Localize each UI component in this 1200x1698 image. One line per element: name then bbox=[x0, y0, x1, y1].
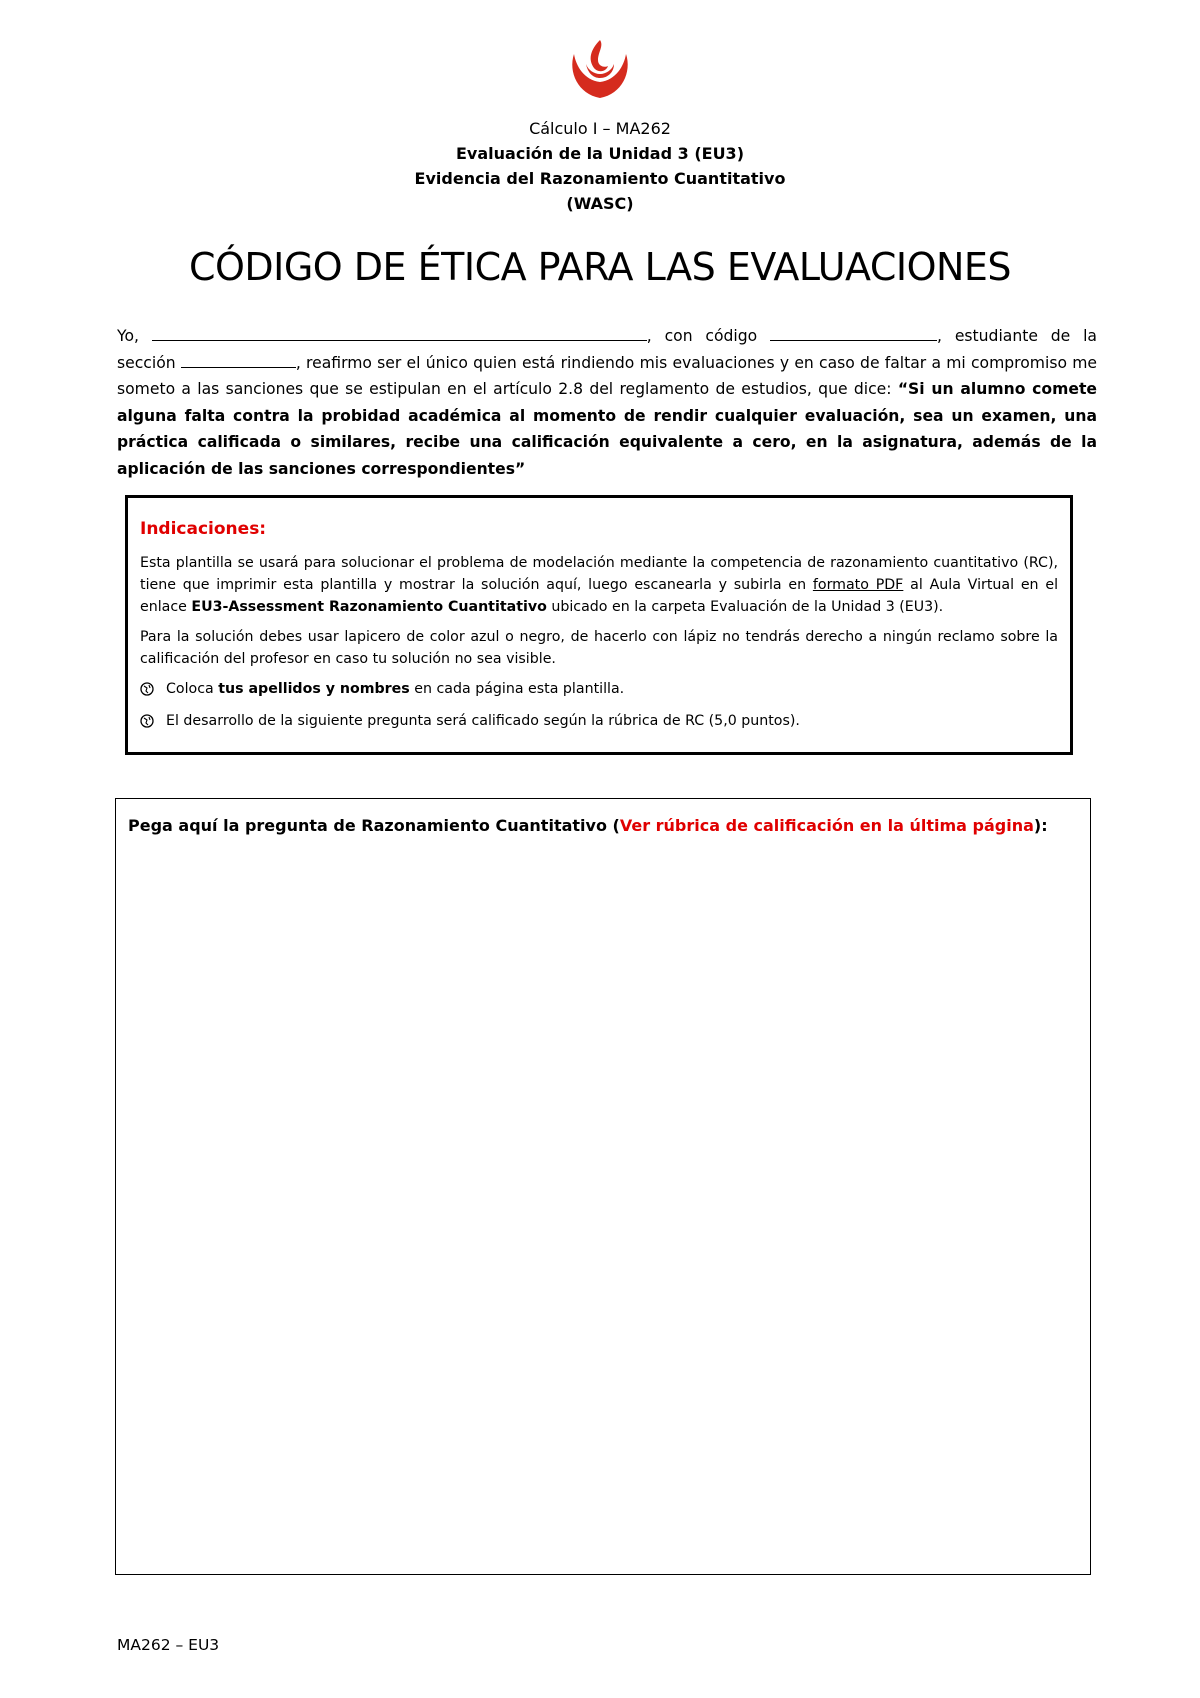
page-footer: MA262 – EU3 bbox=[117, 1636, 220, 1654]
globe-icon bbox=[140, 682, 154, 696]
page-title: CÓDIGO DE ÉTICA PARA LAS EVALUACIONES bbox=[188, 245, 1012, 289]
indications-bullet-2 bbox=[140, 710, 1058, 732]
pledge-yo: Yo, bbox=[117, 327, 139, 345]
ind-p1-text-a: Esta plantilla se usará para solucionar el problema de modelación mediante la competencia de razonamiento cuantitativo (RC), tiene que imprimir esta plantilla y mostrar la solución aquí, luego escanearla y subirla en bbox=[140, 555, 1058, 593]
university-logo bbox=[564, 36, 636, 102]
evaluation-line: Evaluación de la Unidad 3 (EU3) bbox=[456, 144, 744, 163]
globe-icon bbox=[140, 714, 154, 728]
indications-box bbox=[125, 495, 1073, 755]
answer-area[interactable] bbox=[115, 798, 1091, 1575]
pledge-body: , reafirmo ser el único quien está rindiendo mis evaluaciones y en caso de faltar a mi compromiso me someto a las sanciones que se estipulan en el artículo 2.8 del reglamento de estudios, que dice: bbox=[117, 353, 1097, 398]
name-blank[interactable] bbox=[152, 324, 647, 341]
answer-label-a: Pega aquí la pregunta de Razonamiento Cuantitativo ( bbox=[128, 816, 620, 835]
course-line: Cálculo I – MA262 bbox=[529, 119, 671, 138]
indications-paragraph-2: Para la solución debes usar lapicero de color azul o negro, de hacerlo con lápiz no tendrás derecho a ningún reclamo sobre la calificación del profesor en caso tu solución no sea visible. bbox=[140, 629, 1058, 667]
document-header bbox=[0, 116, 1200, 216]
pledge-quote: “Si un alumno comete alguna falta contra la probidad académica al momento de rendir cualquier evaluación, sea un examen, una práctica calificada o similares, recibe una calificación equivalente a cero, en la asignatura, además de la aplicación de las sanciones correspondientes” bbox=[117, 380, 1097, 478]
section-blank[interactable] bbox=[181, 351, 296, 368]
indications-bullet-1 bbox=[140, 678, 1058, 700]
rubric-reference: Ver rúbrica de calificación en la última página bbox=[619, 816, 1034, 835]
bullet-1-text-a: Coloca bbox=[166, 681, 214, 697]
evidence-line: Evidencia del Razonamiento Cuantitativo bbox=[414, 169, 786, 188]
pledge-con-codigo: , con código bbox=[646, 327, 758, 345]
ind-p1-text-c: ubicado en la carpeta Evaluación de la Unidad 3 (EU3). bbox=[551, 599, 944, 615]
pledge-estudiante: , estudiante de la sección bbox=[117, 327, 1097, 372]
indications-paragraph-1 bbox=[140, 552, 1058, 618]
bullet-1-bold: tus apellidos y nombres bbox=[218, 681, 410, 697]
wasc-line: (WASC) bbox=[566, 194, 634, 213]
ind-p1-bold: EU3-Assessment Razonamiento Cuantitativo bbox=[191, 599, 547, 615]
bullet-1-text-b: en cada página esta plantilla. bbox=[414, 681, 625, 697]
bullet-2-text: El desarrollo de la siguiente pregunta será calificado según la rúbrica de RC (5,0 puntos). bbox=[166, 713, 800, 729]
indications-title: Indicaciones: bbox=[140, 519, 267, 539]
answer-label-b: ): bbox=[1033, 816, 1048, 835]
ethics-pledge bbox=[117, 323, 1097, 482]
pdf-format-link[interactable]: formato PDF bbox=[812, 577, 904, 593]
code-blank[interactable] bbox=[770, 324, 937, 341]
ind-p1-text-b: al Aula Virtual en el enlace bbox=[140, 577, 1059, 615]
